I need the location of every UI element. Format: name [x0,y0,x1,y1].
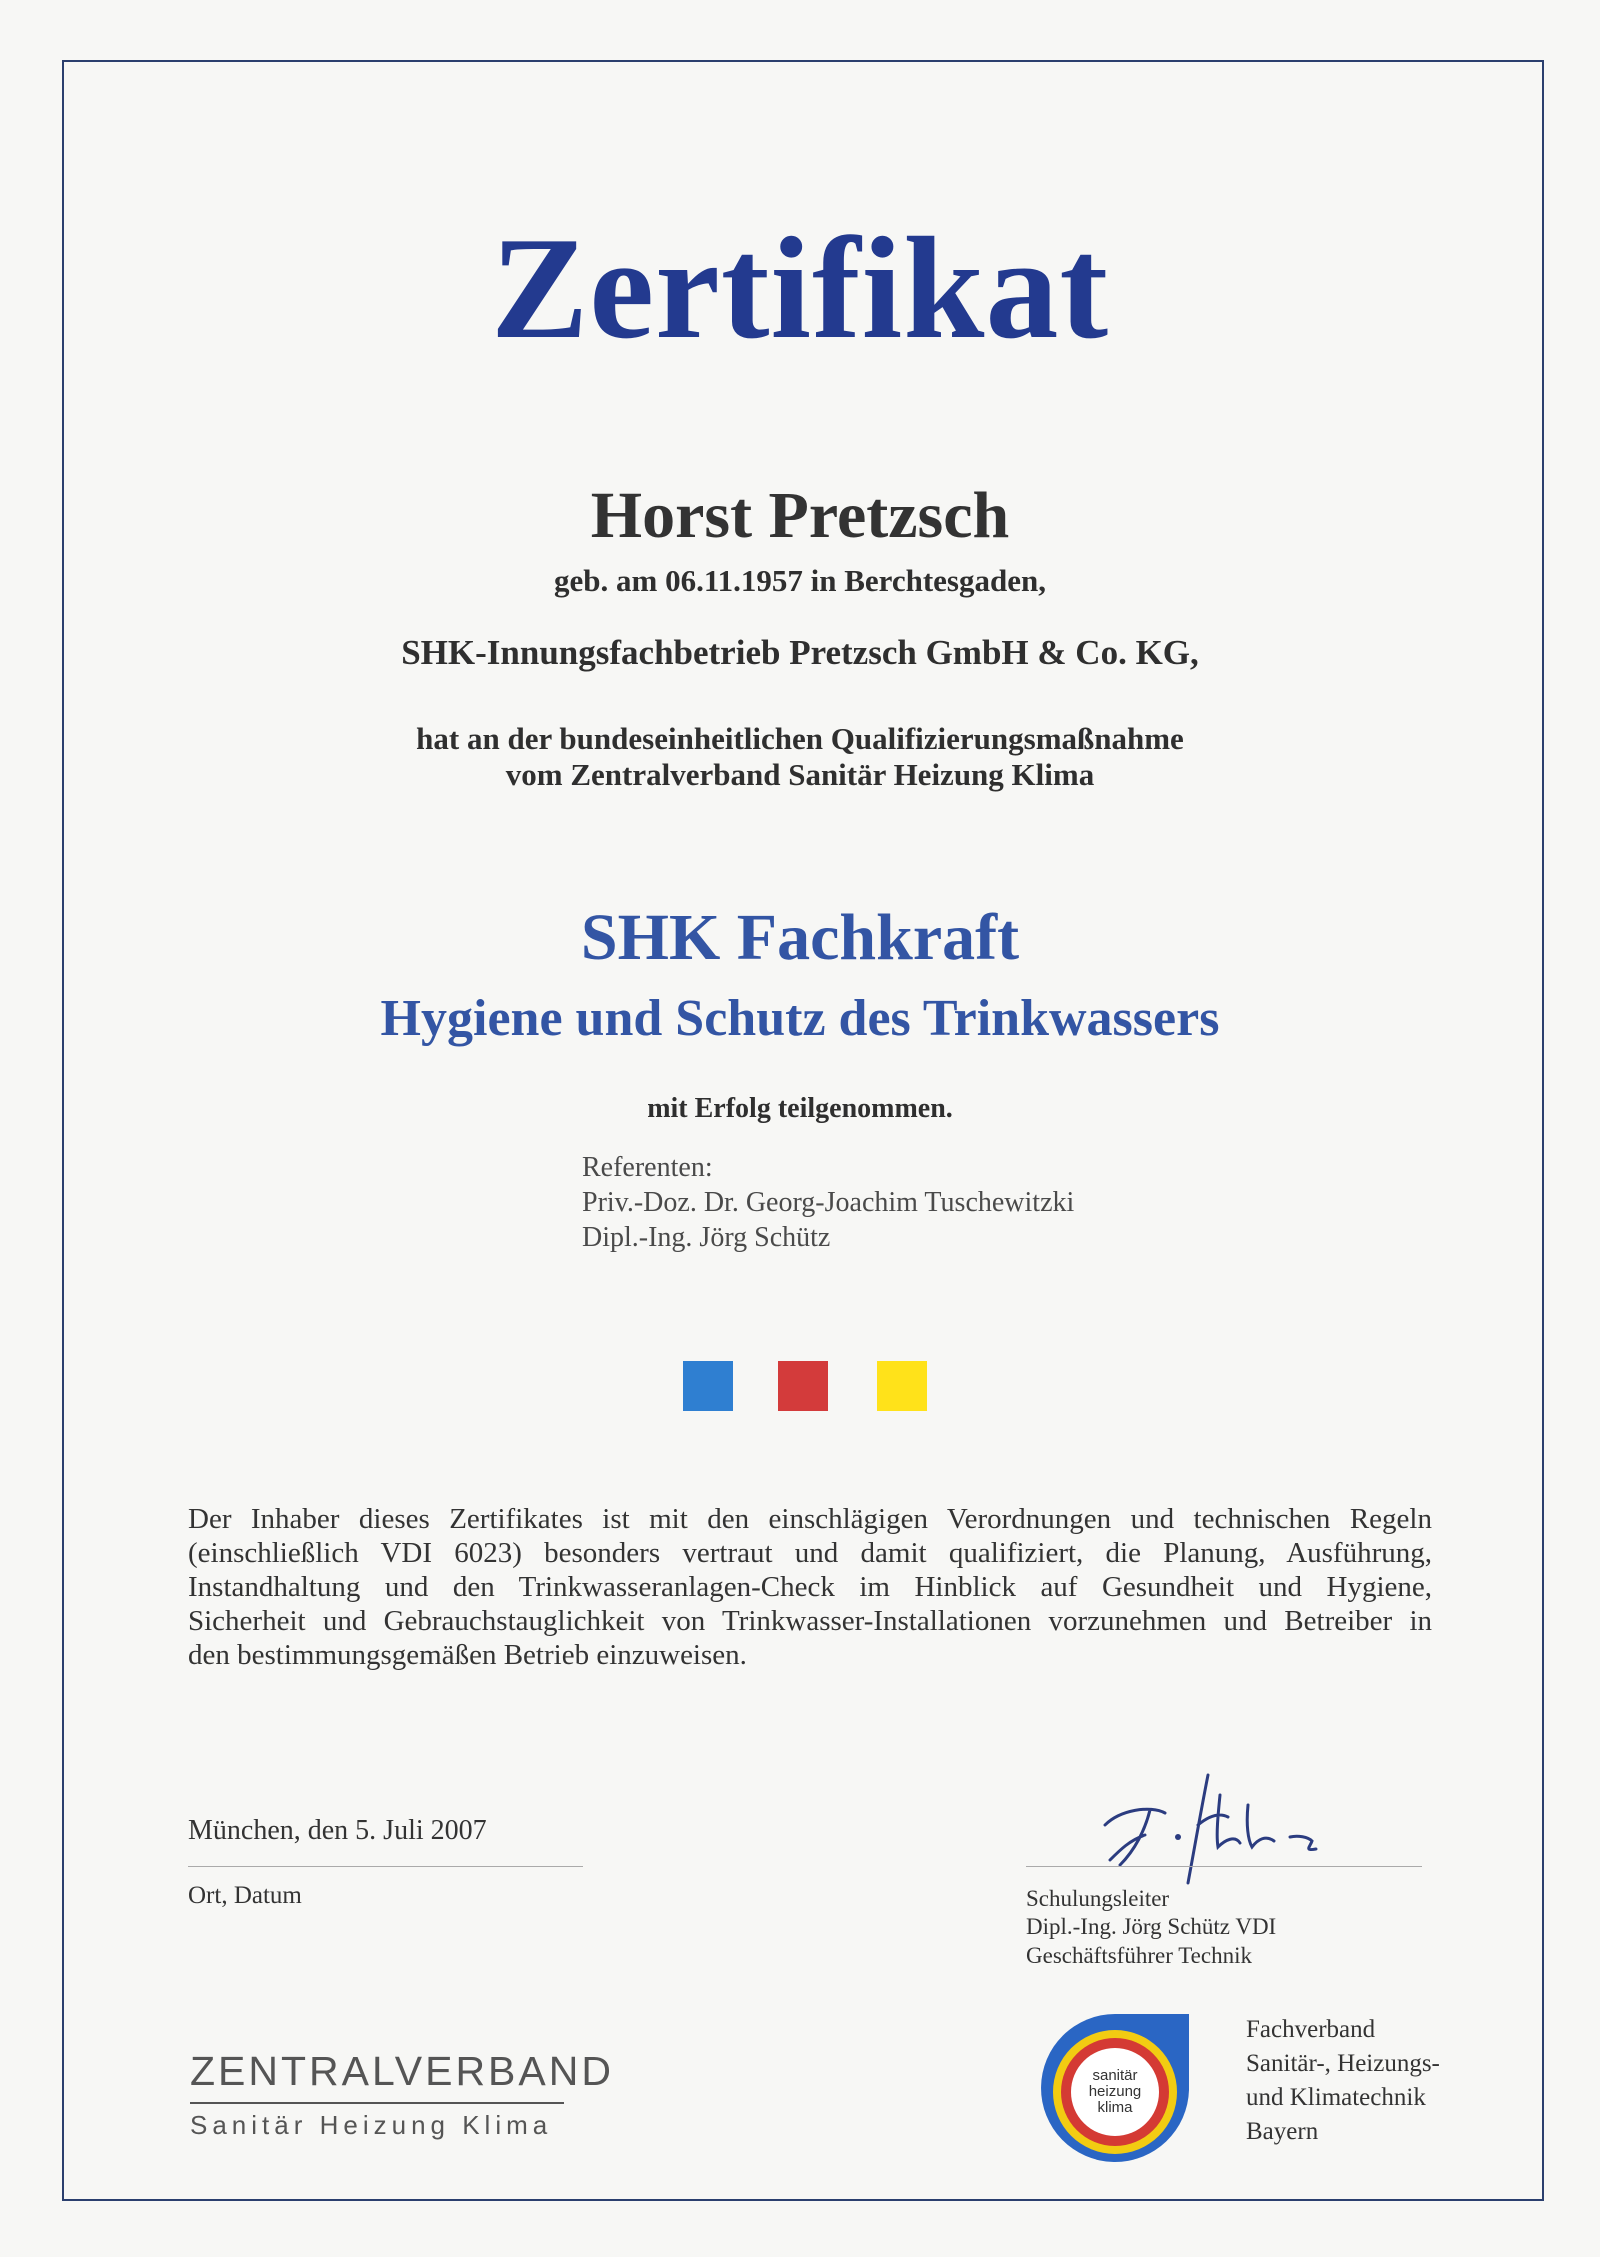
logo-text-line: sanitär [1092,2067,1138,2084]
logo-text-line: klima [1097,2099,1133,2116]
signatory-title: Geschäftsführer Technik [1026,1943,1252,1968]
description-line: (einschließlich VDI 6023) besonders vertraut und damit qualifiziert, die Planung, Ausführung, [188,1537,1432,1569]
referenten-heading: Referenten: [582,1152,713,1183]
certificate-title: Zertifikat [490,207,1110,369]
logo-text-line: heizung [1088,2083,1142,2100]
signatory-role: Schulungsleiter [1026,1886,1170,1911]
certificate-description [188,1502,1432,1672]
signatory-name: Dipl.-Ing. Jörg Schütz VDI [1026,1914,1277,1939]
fachverband-line: und Klimatechnik [1246,2084,1426,2111]
description-line: den bestimmungsgemäßen Betrieb einzuweisen. [188,1639,747,1671]
recipient-name: Horst Pretzsch [590,479,1010,552]
signature [1090,1755,1370,1895]
referent-item: Dipl.-Ing. Jörg Schütz [582,1222,831,1253]
company-name: SHK-Innungsfachbetrieb Pretzsch GmbH & Co. KG, [401,633,1199,672]
referent-item: Priv.-Doz. Dr. Georg-Joachim Tuschewitzki [582,1187,1075,1218]
red-square [778,1361,828,1411]
course-subject: Hygiene und Schutz des Trinkwassers [380,990,1220,1047]
zentralverband-logo-subtitle: Sanitär Heizung Klima [190,2110,553,2140]
course-title: SHK Fachkraft [580,901,1020,974]
place-date: München, den 5. Juli 2007 [188,1815,487,1846]
success-statement: mit Erfolg teilgenommen. [647,1093,953,1124]
shk-logo-icon [1035,2010,1195,2170]
birth-info: geb. am 06.11.1957 in Berchtesgaden, [554,563,1046,598]
fachverband-line: Fachverband [1246,2016,1376,2043]
description-line: Instandhaltung und den Trinkwasseranlagen-Check im Hinblick auf Gesundheit und Hygiene, [188,1571,1432,1603]
signature-line [1026,1866,1422,1867]
zentralverband-logo-rule [190,2102,564,2104]
intro-line-1: hat an der bundeseinheitlichen Qualifizierungsmaßnahme [416,721,1184,756]
zentralverband-logo-text: ZENTRALVERBAND [190,2048,614,2094]
fachverband-line: Sanitär-, Heizungs- [1246,2050,1440,2077]
yellow-square [877,1361,927,1411]
place-date-line [188,1866,583,1867]
place-date-label: Ort, Datum [188,1882,302,1909]
intro-line-2: vom Zentralverband Sanitär Heizung Klima [505,757,1095,792]
blue-square [683,1361,733,1411]
description-line: Der Inhaber dieses Zertifikates ist mit den einschlägigen Verordnungen und technischen Regeln [188,1503,1432,1535]
description-line: Sicherheit und Gebrauchstauglichkeit von Trinkwasser-Installationen vorzunehmen und Betreiber in [188,1605,1432,1637]
fachverband-line: Bayern [1246,2118,1319,2145]
